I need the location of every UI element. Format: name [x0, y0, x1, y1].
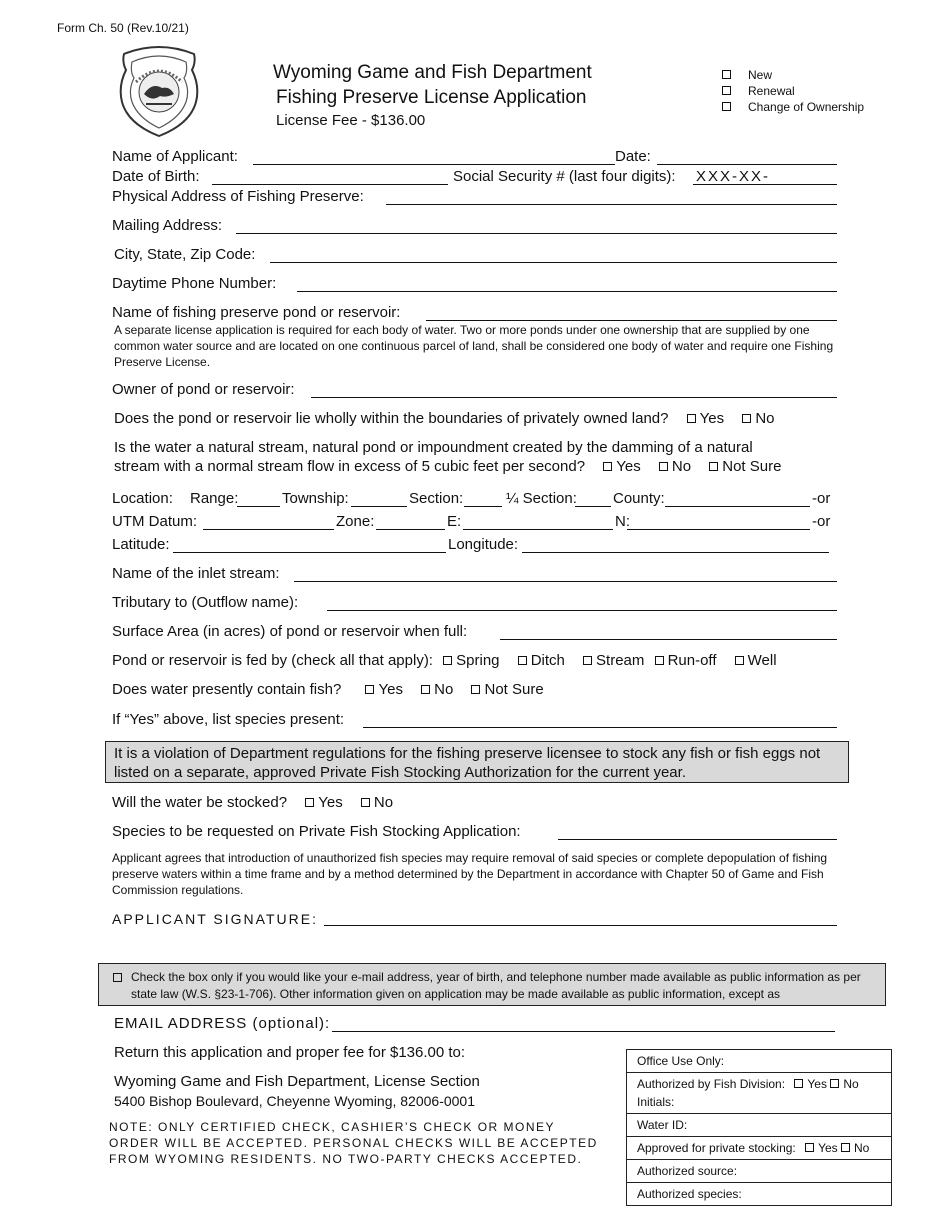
- pond-name-field[interactable]: [426, 320, 837, 321]
- fed-ditch[interactable]: Ditch: [518, 652, 565, 669]
- fish-no[interactable]: No: [421, 681, 453, 698]
- easting-field[interactable]: [463, 529, 613, 530]
- option-renewal[interactable]: Renewal: [722, 83, 795, 99]
- checkbox-icon: [305, 798, 314, 807]
- utm-datum-field[interactable]: [203, 529, 334, 530]
- office-approved-stocking: Approved for private stocking: Yes No: [627, 1137, 891, 1160]
- checkbox-icon: [742, 414, 751, 423]
- fish-yes[interactable]: Yes: [365, 681, 402, 698]
- checkbox-icon: [518, 656, 527, 665]
- county-field[interactable]: [665, 506, 810, 507]
- or-label-2: -or: [812, 513, 831, 530]
- tributary-field[interactable]: [327, 610, 837, 611]
- applicant-agreement: Applicant agrees that introduction of unauthorized fish species may require removal of said species or complete depopulation of fishing preserve waters within a time frame and by a method determined by the Department in accordance with Chapter 50 of Game and Fish Commission regulations.: [112, 851, 828, 897]
- checkbox-icon: [709, 462, 718, 471]
- ssn-value: XXX-XX-: [696, 168, 771, 185]
- species-requested-field[interactable]: [558, 839, 837, 840]
- email-field[interactable]: [332, 1031, 835, 1032]
- checkbox-icon: [722, 86, 731, 95]
- species-requested-label: Species to be requested on Private Fish Stocking Application:: [112, 823, 521, 840]
- checkbox-icon: [443, 656, 452, 665]
- tributary-label: Tributary to (Outflow name):: [112, 594, 299, 611]
- dob-label: Date of Birth:: [112, 168, 200, 185]
- fed-well[interactable]: Well: [735, 652, 777, 669]
- surface-area-field[interactable]: [500, 639, 837, 640]
- range-label: Range:: [190, 490, 239, 507]
- northing-field[interactable]: [627, 529, 810, 530]
- public-info-checkbox[interactable]: [113, 973, 122, 982]
- return-instructions: Return this application and proper fee for $136.00 to:: [114, 1044, 466, 1061]
- payment-note: NOTE: ONLY CERTIFIED CHECK, CASHIER’S CHECK OR MONEY ORDER WILL BE ACCEPTED. PERSONAL CHECKS WILL BE ACCEPTED FROM WYOMING RESIDENTS. NO TWO-PARTY CHECKS ACCEPTED.: [109, 1120, 598, 1166]
- checkbox-icon[interactable]: [805, 1143, 814, 1152]
- checkbox-icon: [655, 656, 664, 665]
- quarter-section-field[interactable]: [575, 506, 611, 507]
- township-field[interactable]: [351, 506, 407, 507]
- ssn-field[interactable]: [693, 184, 837, 185]
- natural-no[interactable]: No: [659, 458, 691, 475]
- form-title: Fishing Preserve License Application: [276, 87, 587, 108]
- checkbox-icon: [722, 102, 731, 111]
- checkbox-icon: [471, 685, 480, 694]
- office-title: Office Use Only:: [627, 1050, 891, 1073]
- utm-datum-label: UTM Datum:: [112, 513, 198, 530]
- applicant-name-field[interactable]: [253, 164, 615, 165]
- checkbox-icon: [659, 462, 668, 471]
- stocked-question: Will the water be stocked? Yes No: [112, 794, 394, 811]
- fed-spring[interactable]: Spring: [443, 652, 499, 669]
- township-label: Township:: [282, 490, 349, 507]
- public-info-box: [98, 963, 886, 1006]
- checkbox-icon: [735, 656, 744, 665]
- license-fee: License Fee - $136.00: [276, 112, 426, 129]
- easting-label: E:: [447, 513, 462, 530]
- pond-name-label: Name of fishing preserve pond or reservoir:: [112, 304, 401, 321]
- county-label: County:: [613, 490, 665, 507]
- natural-yes[interactable]: Yes: [603, 458, 640, 475]
- fed-runoff[interactable]: Run-off: [655, 652, 717, 669]
- pond-note: A separate license application is required for each body of water. Two or more ponds under one ownership that are supplied by one common water source and are located on one continuous parcel of land, shall be considered one body of water and require one Fishing Preserve License.: [114, 323, 834, 369]
- owner-field[interactable]: [311, 397, 837, 398]
- section-field[interactable]: [464, 506, 502, 507]
- natural-water-question-line2: stream with a normal stream flow in excess of 5 cubic feet per second? Yes No Not Sure: [114, 458, 782, 475]
- office-authorized-fish: Authorized by Fish Division: Yes No Initials:: [627, 1073, 891, 1114]
- natural-not-sure[interactable]: Not Sure: [709, 458, 781, 475]
- inlet-stream-field[interactable]: [294, 581, 837, 582]
- zone-label: Zone:: [336, 513, 375, 530]
- phone-field[interactable]: [297, 291, 837, 292]
- applicant-name-label: Name of Applicant:: [112, 148, 238, 165]
- checkbox-icon[interactable]: [841, 1143, 850, 1152]
- section-label: Section:: [409, 490, 464, 507]
- office-authorized-species: Authorized species:: [637, 1187, 742, 1201]
- department-name: Wyoming Game and Fish Department: [273, 62, 592, 83]
- fed-stream[interactable]: Stream: [583, 652, 644, 669]
- checkbox-icon: [361, 798, 370, 807]
- location-label: Location:: [112, 490, 173, 507]
- checkbox-icon[interactable]: [794, 1079, 803, 1088]
- option-new[interactable]: New: [722, 67, 772, 83]
- office-water-id: Water ID:: [627, 1114, 891, 1137]
- mailing-address-label: Mailing Address:: [112, 217, 223, 234]
- checkbox-icon: [603, 462, 612, 471]
- date-label: Date:: [615, 148, 651, 165]
- public-info-text: Check the box only if you would like your e-mail address, year of birth, and telephone number made available as public information as per state law (W.S. §23-1-706). Other information given on application may be made available as public information, except as: [131, 970, 861, 1001]
- private-no[interactable]: No: [742, 410, 774, 427]
- private-yes[interactable]: Yes: [687, 410, 724, 427]
- latitude-label: Latitude:: [112, 536, 170, 553]
- fish-not-sure[interactable]: Not Sure: [471, 681, 543, 698]
- contains-fish-question: Does water presently contain fish? Yes No Not Sure: [112, 681, 544, 698]
- private-land-question: Does the pond or reservoir lie wholly within the boundaries of privately owned land? Yes No: [114, 410, 775, 427]
- phone-label: Daytime Phone Number:: [112, 275, 277, 292]
- inlet-stream-label: Name of the inlet stream:: [112, 565, 280, 582]
- return-address-line2: 5400 Bishop Boulevard, Cheyenne Wyoming, 82006-0001: [114, 1093, 476, 1109]
- option-change-ownership[interactable]: Change of Ownership: [722, 99, 864, 115]
- or-label-1: -or: [812, 490, 831, 507]
- office-use-only-box: [626, 1049, 892, 1206]
- range-field[interactable]: [237, 506, 280, 507]
- zone-field[interactable]: [376, 529, 445, 530]
- stocked-no[interactable]: No: [361, 794, 393, 811]
- signature-label: APPLICANT SIGNATURE:: [112, 911, 318, 927]
- ssn-label: Social Security # (last four digits):: [453, 168, 676, 185]
- surface-area-label: Surface Area (in acres) of pond or reservoir when full:: [112, 623, 468, 640]
- dob-field[interactable]: [212, 184, 448, 185]
- checkbox-icon: [365, 685, 374, 694]
- longitude-label: Longitude:: [448, 536, 519, 553]
- stocked-yes[interactable]: Yes: [305, 794, 342, 811]
- checkbox-icon: [421, 685, 430, 694]
- department-seal-logo: [116, 42, 202, 138]
- longitude-field[interactable]: [522, 552, 829, 553]
- checkbox-icon[interactable]: [830, 1079, 839, 1088]
- form-id: Form Ch. 50 (Rev.10/21): [57, 21, 189, 35]
- species-present-field[interactable]: [363, 727, 837, 728]
- city-state-zip-field[interactable]: [270, 262, 837, 263]
- natural-water-question-line1: Is the water a natural stream, natural pond or impoundment created by the damming of a natural: [114, 439, 753, 456]
- quarter-section-label: ¼ Section:: [506, 490, 577, 507]
- checkbox-icon: [687, 414, 696, 423]
- physical-address-field[interactable]: [386, 204, 837, 205]
- latitude-field[interactable]: [173, 552, 446, 553]
- violation-notice: It is a violation of Department regulations for the fishing preserve licensee to stock any fish or fish eggs not listed on a separate, approved Private Fish Stocking Authorization for the current year.: [105, 741, 849, 783]
- checkbox-icon: [722, 70, 731, 79]
- checkbox-icon: [583, 656, 592, 665]
- email-label: EMAIL ADDRESS (optional):: [114, 1015, 331, 1032]
- northing-label: N:: [615, 513, 630, 530]
- city-state-zip-label: City, State, Zip Code:: [114, 246, 256, 263]
- owner-label: Owner of pond or reservoir:: [112, 381, 295, 398]
- date-field[interactable]: [657, 164, 837, 165]
- mailing-address-field[interactable]: [236, 233, 837, 234]
- office-authorized-source: Authorized source:: [627, 1160, 891, 1183]
- physical-address-label: Physical Address of Fishing Preserve:: [112, 188, 364, 205]
- fed-by-question: Pond or reservoir is fed by (check all that apply): Spring Ditch Stream Run-off Well: [112, 652, 777, 669]
- signature-field[interactable]: [324, 925, 837, 926]
- return-address-line1: Wyoming Game and Fish Department, License Section: [114, 1073, 480, 1090]
- species-present-label: If “Yes” above, list species present:: [112, 711, 345, 728]
